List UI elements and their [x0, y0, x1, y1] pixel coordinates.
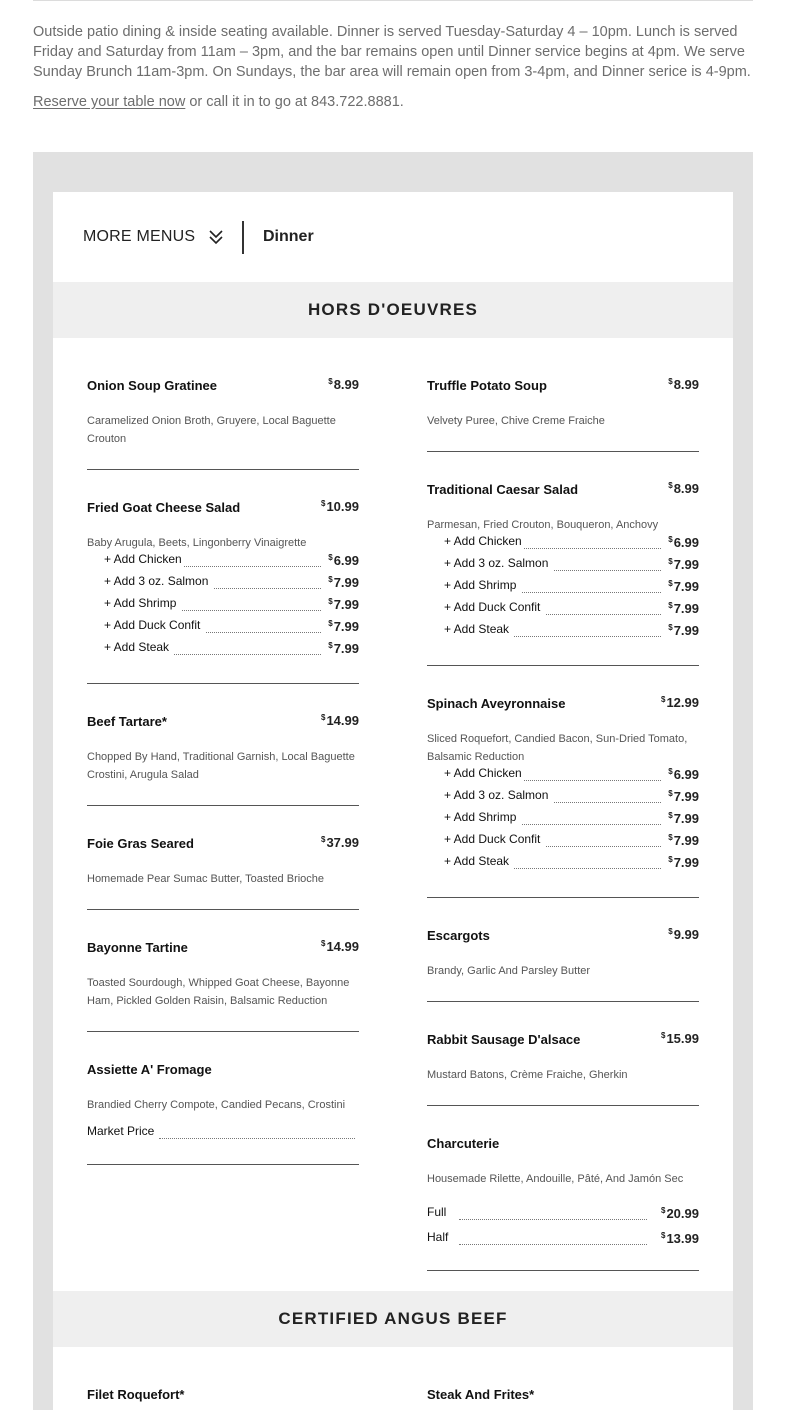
- item-divider: [427, 1001, 699, 1002]
- item-divider: [87, 683, 359, 684]
- item-price: $37.99: [321, 835, 359, 850]
- top-divider: [33, 0, 753, 1]
- item-name: Escargots: [427, 928, 490, 943]
- item-price: $9.99: [668, 927, 699, 942]
- menu-nav: [53, 192, 733, 282]
- item-name: Charcuterie: [427, 1136, 500, 1151]
- menu-item-onion-soup: [87, 377, 359, 445]
- item-divider: [427, 1105, 699, 1106]
- menu-item-truffle-potato-soup: [427, 377, 699, 427]
- item-description: Housemade Rilette, Andouille, Pâté, And Jamón Sec: [427, 1173, 684, 1185]
- reserve-link[interactable]: Reserve your table now: [33, 94, 186, 110]
- addon-shrimp: + Add Shrimp $7.99: [104, 596, 359, 612]
- item-divider: [427, 897, 699, 898]
- addon-chicken: + Add Chicken $6.99: [444, 534, 699, 550]
- item-description: Brandy, Garlic And Parsley Butter: [427, 965, 591, 977]
- item-description: Caramelized Onion Broth, Gruyere, Local Baguette Crouton: [87, 415, 336, 445]
- addon-steak: + Add Steak $7.99: [444, 622, 699, 638]
- item-divider: [427, 1270, 699, 1271]
- item-price: $15.99: [661, 1031, 699, 1046]
- addon-steak: + Add Steak $7.99: [444, 854, 699, 870]
- item-divider: [87, 469, 359, 470]
- item-description: Chopped By Hand, Traditional Garnish, Local Baguette Crostini, Arugula Salad: [87, 751, 355, 781]
- item-name: Bayonne Tartine: [87, 940, 188, 955]
- item-name: Foie Gras Seared: [87, 836, 194, 851]
- menu-item-bayonne-tartine: [87, 939, 359, 1007]
- item-description: Baby Arugula, Beets, Lingonberry Vinaigrette: [87, 537, 307, 549]
- menu-container: [33, 152, 753, 1410]
- item-divider: [87, 1164, 359, 1165]
- item-name: Filet Roquefort*: [87, 1387, 185, 1402]
- item-price: $10.99: [321, 499, 359, 514]
- menu-item-foie-gras: [87, 835, 359, 885]
- addon-shrimp: + Add Shrimp $7.99: [444, 578, 699, 594]
- addon-duck-confit: + Add Duck Confit $7.99: [104, 618, 359, 634]
- item-divider: [87, 805, 359, 806]
- item-divider: [427, 665, 699, 666]
- menu-item-assiette-fromage: [87, 1062, 359, 1138]
- item-description: Mustard Batons, Crème Fraiche, Gherkin: [427, 1069, 628, 1081]
- more-menus-button[interactable]: [83, 228, 225, 246]
- call-info: or call it in to go at 843.722.8881.: [185, 94, 404, 110]
- item-description: Sliced Roquefort, Candied Bacon, Sun-Dried Tomato, Balsamic Reduction: [427, 733, 688, 763]
- item-price: $14.99: [321, 939, 359, 954]
- double-chevron-down-icon: [207, 228, 225, 246]
- menu-panel: [53, 192, 733, 1410]
- option-half: Half $13.99: [427, 1230, 699, 1246]
- item-name: Spinach Aveyronnaise: [427, 696, 566, 711]
- addon-salmon: + Add 3 oz. Salmon $7.99: [444, 788, 699, 804]
- item-name: Rabbit Sausage D'alsace: [427, 1032, 581, 1047]
- section-heading-hors-doeuvres: HORS D'OEUVRES: [53, 282, 733, 338]
- addon-shrimp: + Add Shrimp $7.99: [444, 810, 699, 826]
- item-name: Assiette A' Fromage: [87, 1062, 212, 1077]
- item-divider: [427, 451, 699, 452]
- section-heading-certified-angus-beef: CERTIFIED ANGUS BEEF: [53, 1291, 733, 1347]
- menu-item-filet-roquefort: [87, 1387, 359, 1407]
- addon-duck-confit: + Add Duck Confit $7.99: [444, 832, 699, 848]
- item-divider: [87, 1031, 359, 1032]
- menu-item-beef-tartare: [87, 713, 359, 781]
- item-name: Beef Tartare*: [87, 714, 167, 729]
- menu-item-spinach-aveyronnaise: [427, 695, 699, 870]
- menu-item-goat-cheese-salad: [87, 499, 359, 656]
- item-price: $8.99: [668, 481, 699, 496]
- item-price: $8.99: [668, 377, 699, 392]
- addon-salmon: + Add 3 oz. Salmon $7.99: [444, 556, 699, 572]
- item-name: Traditional Caesar Salad: [427, 482, 579, 497]
- menu-item-rabbit-sausage: [427, 1031, 699, 1081]
- item-description: Homemade Pear Sumac Butter, Toasted Brioche: [87, 873, 325, 885]
- option-full: Full $20.99: [427, 1205, 699, 1221]
- addon-chicken: + Add Chicken $6.99: [444, 766, 699, 782]
- item-description: Brandied Cherry Compote, Candied Pecans, Crostini: [87, 1099, 346, 1111]
- nav-divider: [242, 221, 244, 254]
- reservation-line: [33, 92, 404, 112]
- addon-duck-confit: + Add Duck Confit $7.99: [444, 600, 699, 616]
- menu-item-steak-frites: [427, 1387, 699, 1407]
- menu-item-charcuterie: [427, 1136, 699, 1246]
- menu-item-escargots: [427, 927, 699, 977]
- item-price: $12.99: [661, 695, 699, 710]
- addon-chicken: + Add Chicken $6.99: [104, 552, 359, 568]
- current-menu-title: Dinner: [263, 228, 314, 245]
- addon-salmon: + Add 3 oz. Salmon $7.99: [104, 574, 359, 590]
- item-description: Velvety Puree, Chive Creme Fraiche: [427, 415, 605, 427]
- hours-info: Outside patio dining & inside seating available. Dinner is served Tuesday-Saturday 4 – 10pm. Lunch is served Friday and Saturday from 11am – 3pm, and the bar remains open until Dinner service begins at 4pm. We serve Sunday Brunch 11am-3pm. On Sundays, the bar area will remain open from 3-4pm, and Dinner serice is 4-9pm.: [33, 24, 751, 80]
- item-name: Truffle Potato Soup: [427, 378, 547, 393]
- market-price-row: Market Price: [87, 1124, 359, 1142]
- item-price: $14.99: [321, 713, 359, 728]
- item-name: Fried Goat Cheese Salad: [87, 500, 241, 515]
- item-name: Onion Soup Gratinee: [87, 378, 218, 393]
- item-divider: [87, 909, 359, 910]
- menu-item-caesar-salad: [427, 481, 699, 638]
- item-description: Toasted Sourdough, Whipped Goat Cheese, Bayonne Ham, Pickled Golden Raisin, Balsamic Reduction: [87, 977, 350, 1007]
- item-name: Steak And Frites*: [427, 1387, 535, 1402]
- more-menus-label: MORE MENUS: [83, 228, 196, 245]
- item-description: Parmesan, Fried Crouton, Bouqueron, Anchovy: [427, 519, 659, 531]
- item-price: $8.99: [328, 377, 359, 392]
- addon-steak: + Add Steak $7.99: [104, 640, 359, 656]
